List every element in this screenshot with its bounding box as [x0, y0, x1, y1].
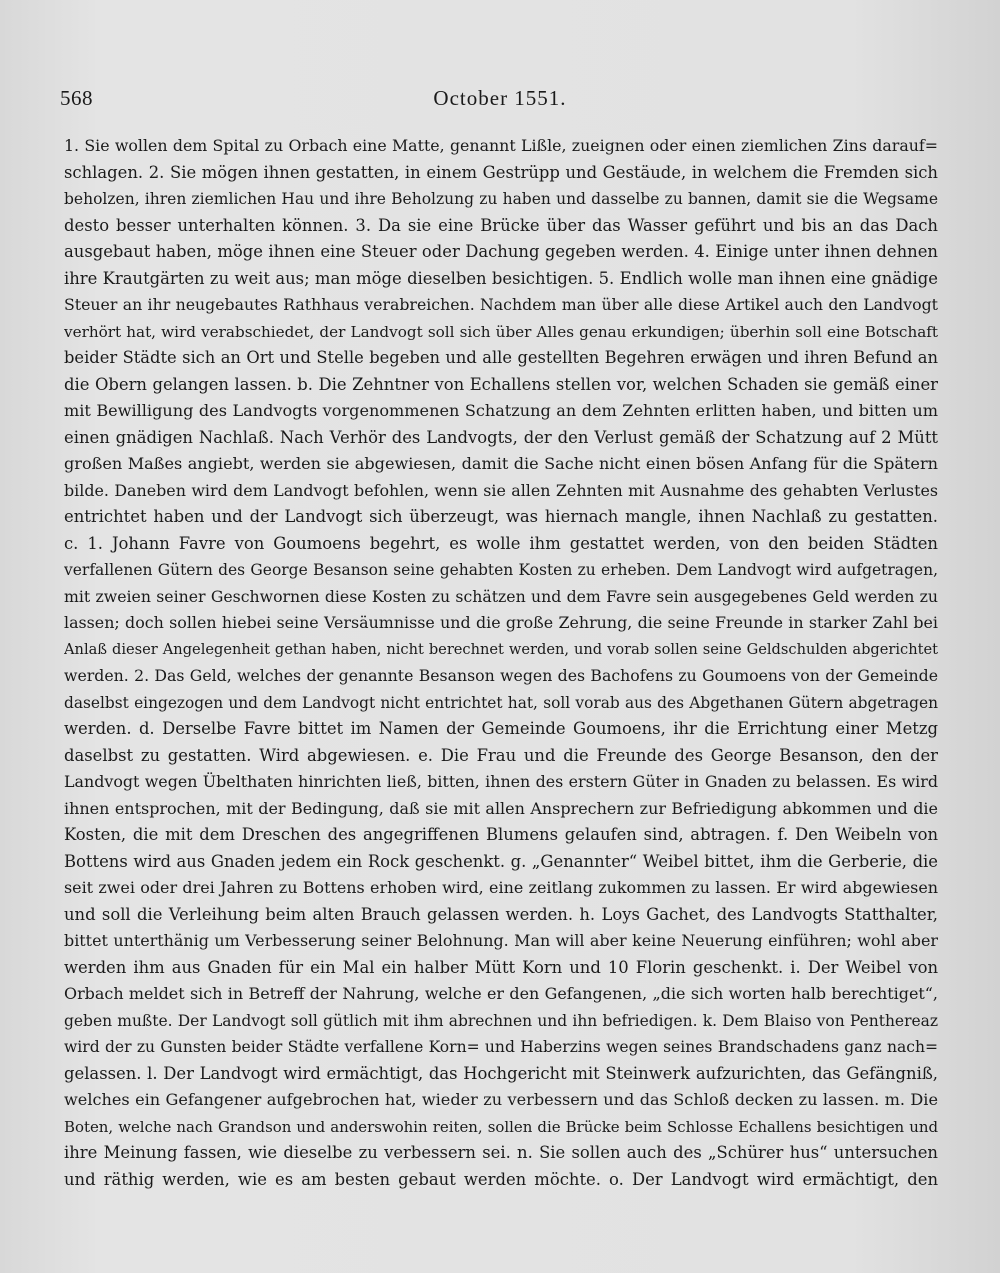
text-line: mit zweien seiner Geschwornen diese Kosten zu schätzen und dem Favre sein ausgegebenes Geld werden zu: [64, 586, 938, 606]
page-number: 568: [60, 86, 93, 110]
text-line: Orbach meldet sich in Betreff der Nahrung, welche er den Gefangenen, „die sich worten halb berechtiget“,: [64, 984, 938, 1003]
text-line: werden ihm aus Gnaden für ein Mal ein halber Mütt Korn und 10 Florin geschenkt. i. Der Weibel von: [64, 957, 938, 977]
text-line: bilde. Daneben wird dem Landvogt befohlen, wenn sie allen Zehnten mit Ausnahme des gehabten Verlustes: [64, 480, 938, 500]
text-line: verhört hat, wird verabschiedet, der Landvogt soll sich über Alles genau erkundigen; überhin soll eine Botschaft: [64, 322, 938, 341]
text-line: Steuer an ihr neugebautes Rathhaus verabreichen. Nachdem man über alle diese Artikel auch den Landvogt: [64, 295, 938, 314]
text-line: seit zwei oder drei Jahren zu Bottens erhoben wird, eine zeitlang zukommen zu lassen. Er wird abgewiesen: [64, 878, 938, 897]
body-text: [64, 133, 938, 1193]
text-line: wird der zu Gunsten beider Städte verfallene Korn= und Haberzins wegen seines Brandschadens ganz nach=: [64, 1038, 938, 1056]
text-line: geben mußte. Der Landvogt soll gütlich mit ihm abrechnen und ihn befriedigen. k. Dem Blaiso von Penthereaz: [64, 1011, 938, 1030]
text-line: lassen; doch sollen hiebei seine Versäumnisse und die große Zehrung, die seine Freunde in starker Zahl bei: [64, 613, 938, 632]
text-line: beholzen, ihren ziemlichen Hau und ihre Beholzung zu haben und dasselbe zu bannen, damit sie die Wegsame: [64, 190, 938, 208]
text-line: mit Bewilligung des Landvogts vorgenommenen Schatzung an dem Zehnten erlitten haben, und bitten um: [64, 401, 938, 420]
text-line: beider Städte sich an Ort und Stelle begeben und alle gestellten Begehren erwägen und ihren Befund an: [64, 348, 938, 367]
text-line: ausgebaut haben, möge ihnen eine Steuer oder Dachung gegeben werden. 4. Einige unter ihnen dehnen: [64, 242, 938, 261]
text-line: schlagen. 2. Sie mögen ihnen gestatten, in einem Gestrüpp und Gestäude, in welchem die Fremden sich: [64, 162, 938, 182]
text-line: ihre Krautgärten zu weit aus; man möge dieselben besichtigen. 5. Endlich wolle man ihnen eine gnädige: [64, 268, 938, 288]
text-line: Boten, welche nach Grandson und anderswohin reiten, sollen die Brücke beim Schlosse Echallens besichtigen und: [64, 1117, 938, 1136]
text-line: desto besser unterhalten können. 3. Da sie eine Brücke über das Wasser geführt und bis an das Dach: [64, 215, 938, 235]
text-line: entrichtet haben und der Landvogt sich überzeugt, was hiernach mangle, ihnen Nachlaß zu gestatten.: [64, 507, 938, 526]
text-line: Bottens wird aus Gnaden jedem ein Rock geschenkt. g. „Genannter“ Weibel bittet, ihm die Gerberie, die: [64, 851, 938, 871]
text-line: bittet unterthänig um Verbesserung seiner Belohnung. Man will aber keine Neuerung einführen; wohl aber: [64, 931, 938, 950]
text-line: 1. Sie wollen dem Spital zu Orbach eine Matte, genannt Lißle, zueignen oder einen ziemlichen Zins darauf=: [64, 136, 938, 155]
text-line: verfallenen Gütern des George Besanson seine gehabten Kosten zu erheben. Dem Landvogt wird aufgetragen,: [64, 561, 938, 579]
text-line: ihre Meinung fassen, wie dieselbe zu verbessern sei. n. Sie sollen auch des „Schürer hus“ untersuchen: [64, 1143, 938, 1162]
text-line: Landvogt wegen Übelthaten hinrichten ließ, bitten, ihnen des erstern Güter in Gnaden zu belassen. Es wird: [64, 772, 938, 791]
text-line: Anlaß dieser Angelegenheit gethan haben, nicht berechnet werden, und vorab sollen seine Geldschulden abgerichtet: [64, 640, 938, 658]
text-line: werden. 2. Das Geld, welches der genannte Besanson wegen des Bachofens zu Goumoens von der Gemeinde: [64, 666, 938, 685]
text-line: Kosten, die mit dem Dreschen des angegriffenen Blumens gelaufen sind, abtragen. f. Den Weibeln von: [64, 825, 938, 844]
text-line: ihnen entsprochen, mit der Bedingung, daß sie mit allen Ansprechern zur Befriedigung abkommen und die: [64, 798, 938, 818]
text-line: einen gnädigen Nachlaß. Nach Verhör des Landvogts, der den Verlust gemäß der Schatzung auf 2 Mütt: [64, 427, 938, 447]
text-line: welches ein Gefangener aufgebrochen hat, wieder zu verbessern und das Schloß decken zu lassen. m. Die: [64, 1090, 938, 1109]
text-line: werden. d. Derselbe Favre bittet im Namen der Gemeinde Goumoens, ihr die Errichtung einer Metzg: [64, 719, 938, 738]
text-line: großen Maßes angiebt, werden sie abgewiesen, damit die Sache nicht einen bösen Anfang für die Spätern: [64, 454, 938, 473]
text-line: daselbst eingezogen und dem Landvogt nicht entrichtet hat, soll vorab aus des Abgethanen Gütern abgetragen: [64, 693, 938, 712]
text-line: die Obern gelangen lassen. b. Die Zehntner von Echallens stellen vor, welchen Schaden sie gemäß einer: [64, 374, 938, 394]
running-head: October 1551.: [433, 86, 567, 110]
text-line: und räthig werden, wie es am besten gebaut werden möchte. o. Der Landvogt wird ermächtigt, den: [64, 1169, 938, 1189]
text-line: daselbst zu gestatten. Wird abgewiesen. e. Die Frau und die Freunde des George Besanson, den der: [64, 745, 938, 765]
text-line: und soll die Verleihung beim alten Brauch gelassen werden. h. Loys Gachet, des Landvogts Statthalter,: [64, 904, 938, 924]
text-line: gelassen. l. Der Landvogt wird ermächtigt, das Hochgericht mit Steinwerk aufzurichten, das Gefängniß,: [64, 1063, 938, 1083]
text-line: c. 1. Johann Favre von Goumoens begehrt, es wolle ihm gestattet werden, von den beiden Städten: [64, 533, 938, 553]
